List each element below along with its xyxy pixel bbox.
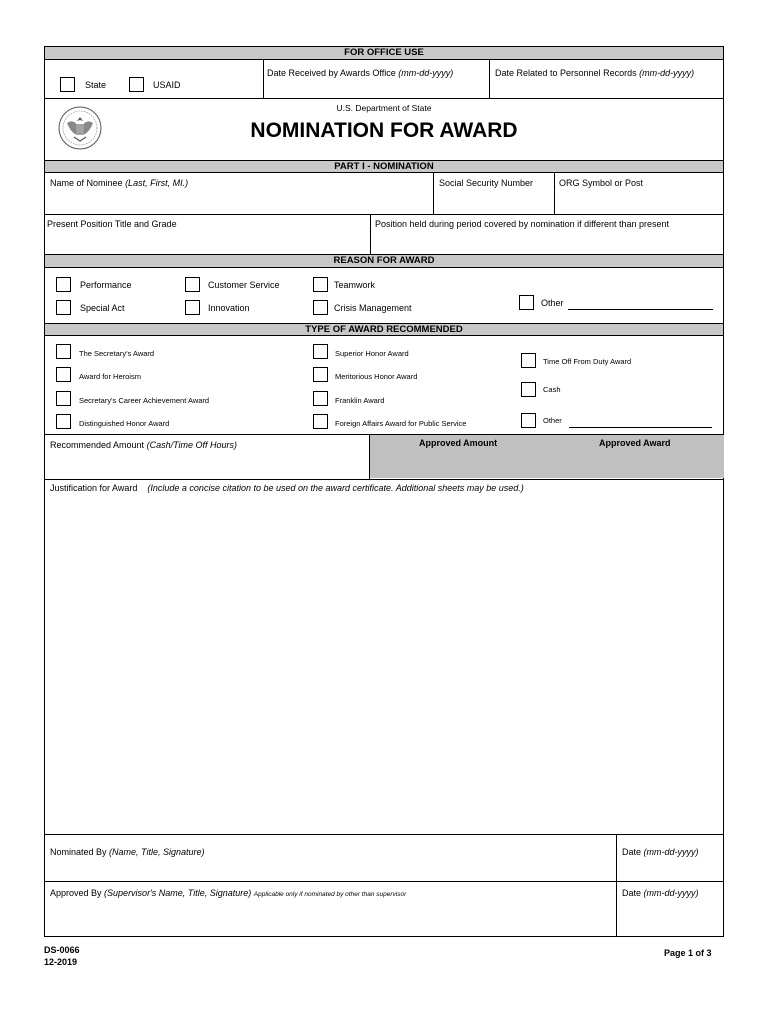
superior-honor-label: Superior Honor Award xyxy=(335,349,409,358)
position-title-label: Present Position Title and Grade xyxy=(47,219,177,229)
award-other-label: Other xyxy=(543,416,562,425)
secretarys-award-checkbox[interactable] xyxy=(56,344,71,359)
nominated-by-label: Nominated By (Name, Title, Signature) xyxy=(50,847,205,857)
nominated-date-label: Date (mm-dd-yyyy) xyxy=(622,847,699,857)
customer-service-checkbox[interactable] xyxy=(185,277,200,292)
cash-award-label: Cash xyxy=(543,385,561,394)
superior-honor-checkbox[interactable] xyxy=(313,344,328,359)
org-symbol-label: ORG Symbol or Post xyxy=(559,178,644,188)
approved-amount-label: Approved Amount xyxy=(419,438,498,448)
nominee-name-label: Name of Nominee (Last, First, MI.) xyxy=(50,178,189,188)
state-checkbox[interactable] xyxy=(60,77,75,92)
date-related-label: Date Related to Personnel Records (mm-dd-yyyy) xyxy=(495,68,695,78)
usaid-label: USAID xyxy=(153,80,181,90)
time-off-award-label: Time Off From Duty Award xyxy=(543,357,632,366)
performance-checkbox[interactable] xyxy=(56,277,71,292)
innovation-checkbox[interactable] xyxy=(185,300,200,315)
performance-label: Performance xyxy=(80,280,132,290)
date-received-label: Date Received by Awards Office (mm-dd-yyyy) xyxy=(267,68,454,78)
heroism-award-label: Award for Heroism xyxy=(79,372,141,381)
time-off-award-checkbox[interactable] xyxy=(521,353,536,368)
meritorious-honor-checkbox[interactable] xyxy=(313,367,328,382)
page-title: NOMINATION FOR AWARD xyxy=(250,119,518,142)
franklin-award-label: Franklin Award xyxy=(335,396,385,405)
teamwork-checkbox[interactable] xyxy=(313,277,328,292)
nomination-form xyxy=(44,46,724,937)
cash-award-checkbox[interactable] xyxy=(521,382,536,397)
special-act-checkbox[interactable] xyxy=(56,300,71,315)
special-act-label: Special Act xyxy=(80,303,125,313)
crisis-management-label: Crisis Management xyxy=(334,303,412,313)
award-other-field[interactable] xyxy=(569,427,712,428)
form-number: DS-0066 xyxy=(44,945,80,955)
heroism-award-checkbox[interactable] xyxy=(56,367,71,382)
reason-other-field[interactable] xyxy=(568,309,713,310)
teamwork-label: Teamwork xyxy=(334,280,376,290)
position-held-label: Position held during period covered by nomination if different than present xyxy=(375,219,670,229)
approved-by-label: Approved By (Supervisor's Name, Title, Signature) Applicable only if nominated by other than supervisor xyxy=(50,888,407,898)
reason-other-label: Other xyxy=(541,298,564,308)
reason-other-checkbox[interactable] xyxy=(519,295,534,310)
justification-field[interactable] xyxy=(47,497,721,832)
foreign-affairs-award-checkbox[interactable] xyxy=(313,414,328,429)
form-date: 12-2019 xyxy=(44,957,78,967)
state-label: State xyxy=(85,80,107,90)
award-other-checkbox[interactable] xyxy=(521,413,536,428)
ssn-label: Social Security Number xyxy=(439,178,534,188)
career-achievement-checkbox[interactable] xyxy=(56,391,71,406)
secretarys-award-label: The Secretary's Award xyxy=(79,349,155,358)
reason-header: REASON FOR AWARD xyxy=(45,254,723,268)
recommended-amount-label: Recommended Amount (Cash/Time Off Hours) xyxy=(50,440,238,450)
office-use-header: FOR OFFICE USE xyxy=(45,47,723,60)
customer-service-label: Customer Service xyxy=(208,280,280,290)
approved-award-label: Approved Award xyxy=(599,438,671,448)
foreign-affairs-award-label: Foreign Affairs Award for Public Service xyxy=(335,419,467,428)
page-number: Page 1 of 3 xyxy=(664,948,712,958)
approved-date-label: Date (mm-dd-yyyy) xyxy=(622,888,699,898)
usaid-checkbox[interactable] xyxy=(129,77,144,92)
justification-label: Justification for Award (Include a concise citation to be used on the award certificate. Additional sheets may be used.) xyxy=(50,483,524,493)
distinguished-honor-checkbox[interactable] xyxy=(56,414,71,429)
crisis-management-checkbox[interactable] xyxy=(313,300,328,315)
career-achievement-label: Secretary's Career Achievement Award xyxy=(79,396,210,405)
distinguished-honor-label: Distinguished Honor Award xyxy=(79,419,170,428)
innovation-label: Innovation xyxy=(208,303,250,313)
award-type-header: TYPE OF AWARD RECOMMENDED xyxy=(45,323,723,336)
franklin-award-checkbox[interactable] xyxy=(313,391,328,406)
part1-header: PART I - NOMINATION xyxy=(45,160,723,173)
meritorious-honor-label: Meritorious Honor Award xyxy=(335,372,418,381)
department-name: U.S. Department of State xyxy=(336,103,432,113)
